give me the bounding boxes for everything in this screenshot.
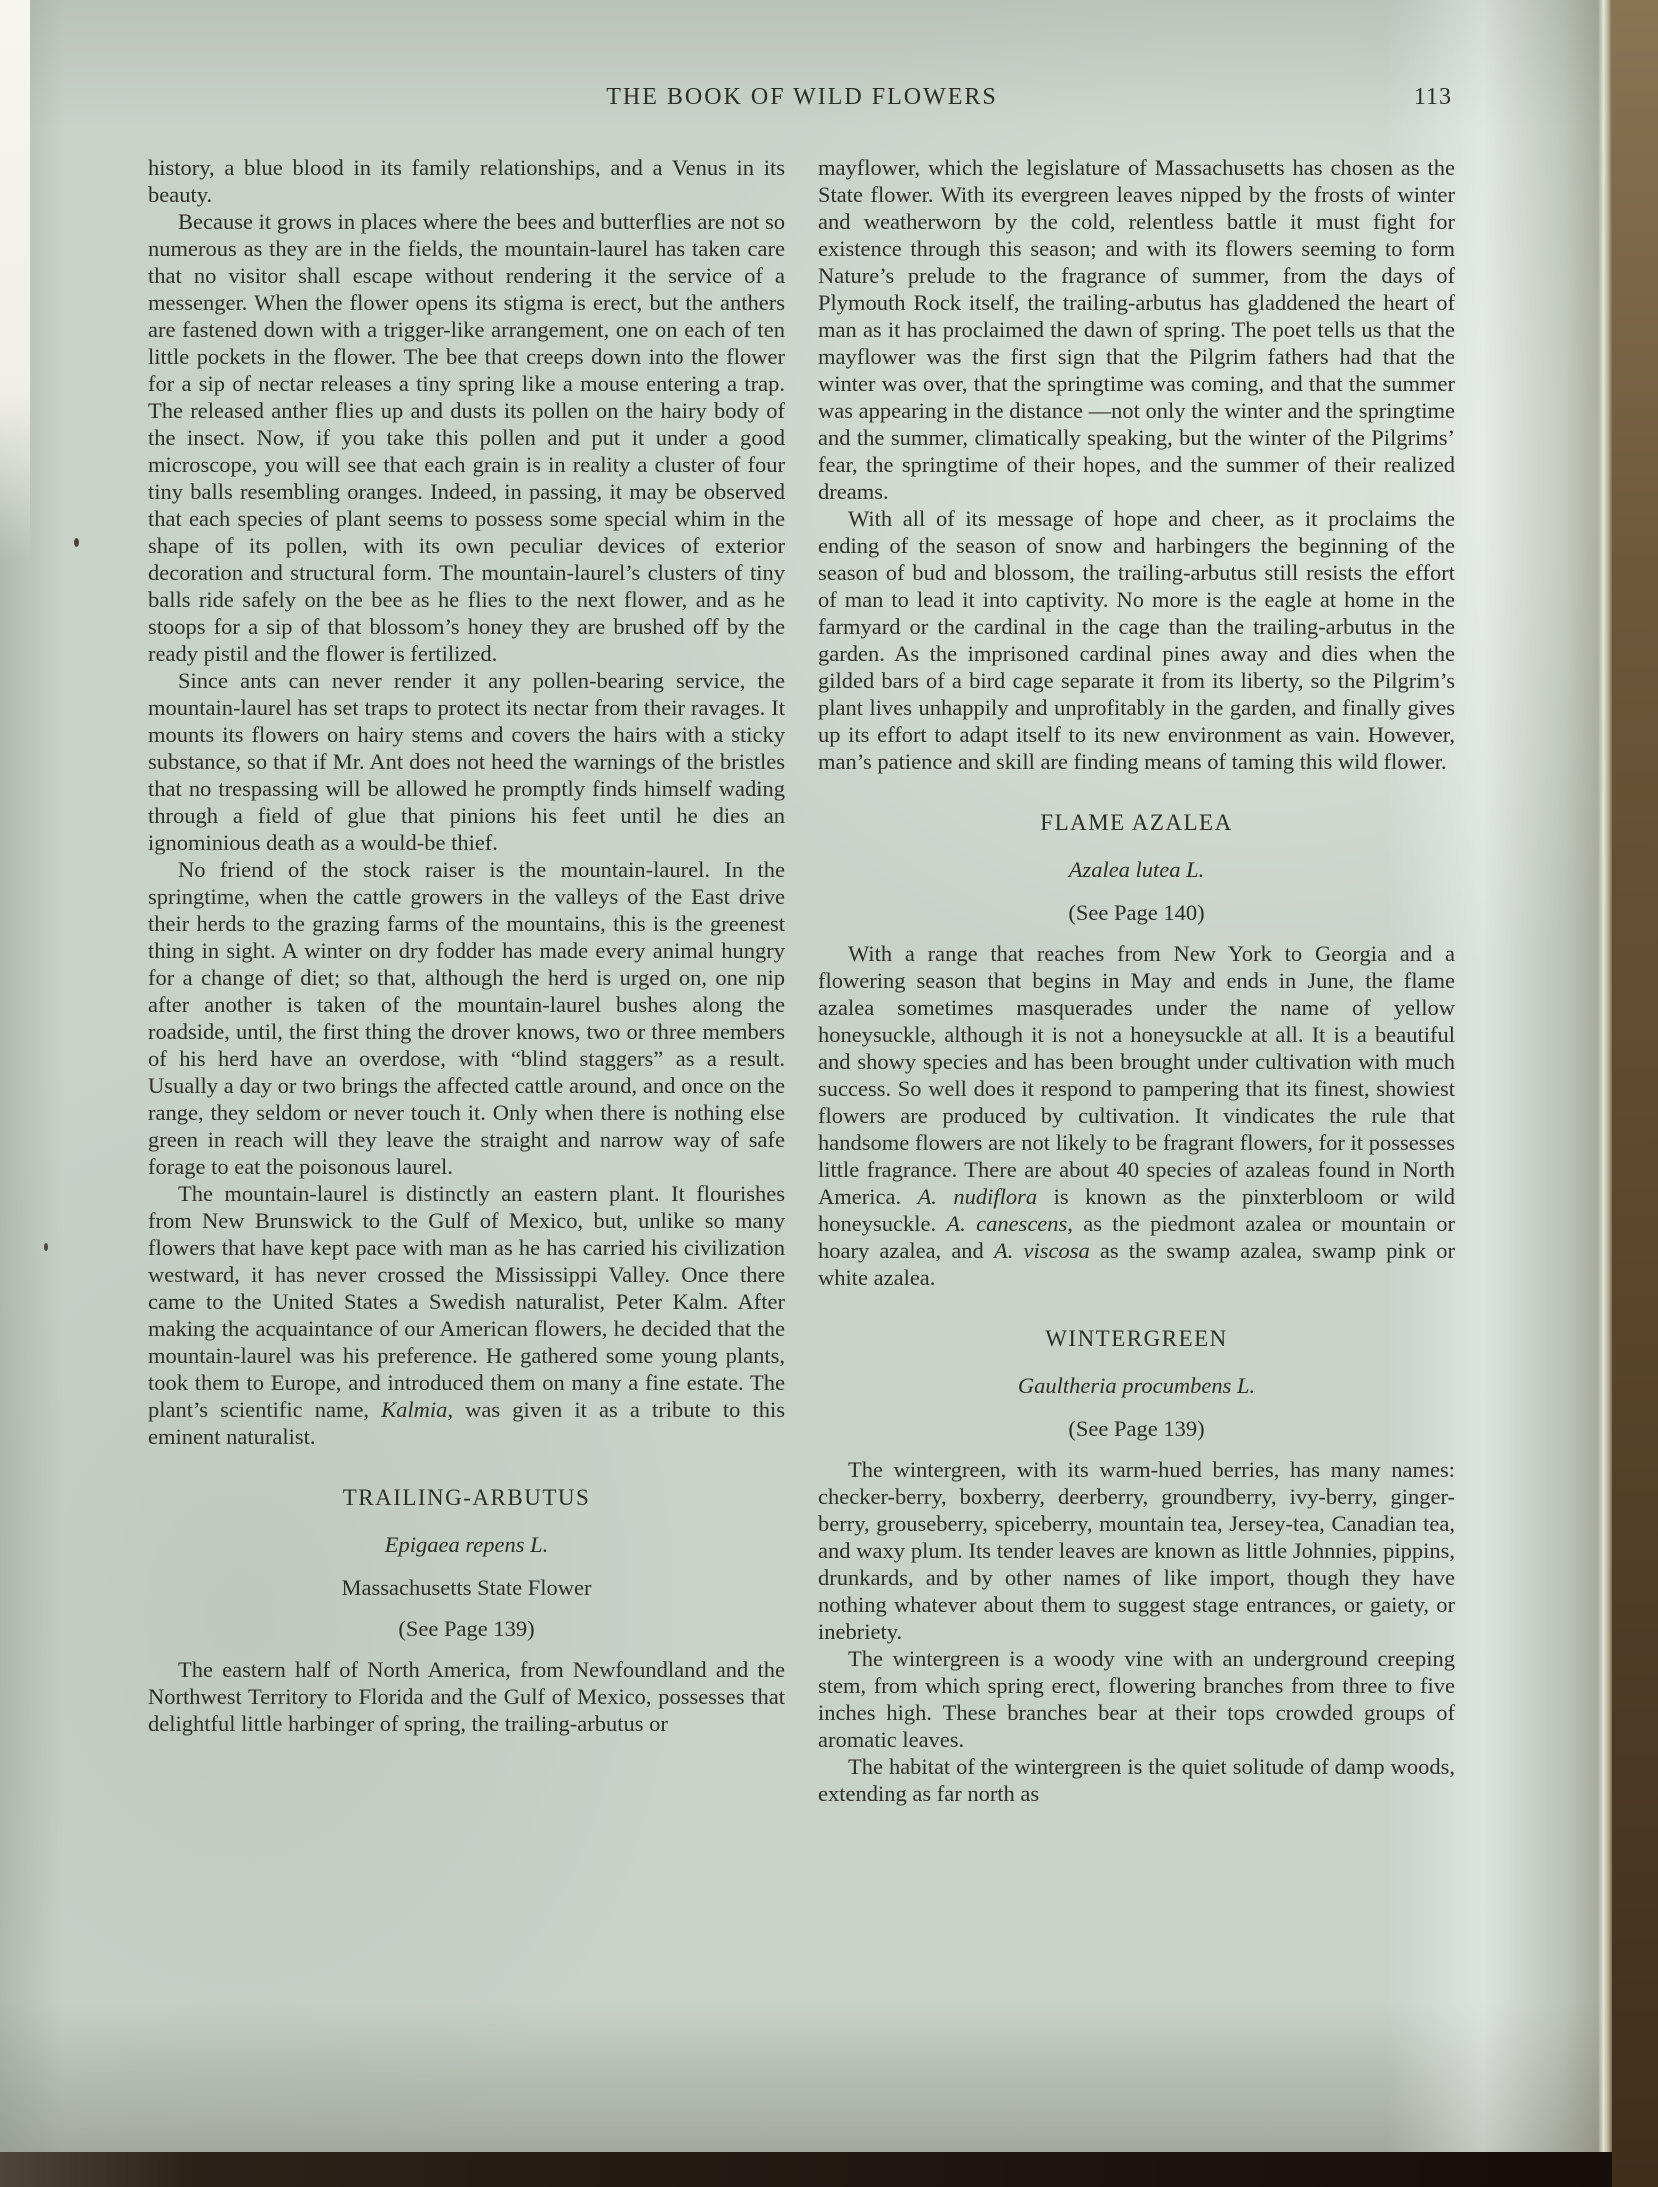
paragraph-wintergreen-names: The wintergreen, with its warm-hued berries, has many names: checker-berry, boxberry, deerberry, groundberry, ivy-berry, ginger-berry, grouseberry, spiceberry, mountain tea, Jersey-tea, Canadian tea, and waxy plum. Its tender leaves are known as little Johnnies, pippins, drunkards, and by other names of like import, though they have nothing whatever about them to suggest stage entrances, or gaiety, or inebriety. [818,1457,1455,1644]
right-column [818,154,1455,1807]
book-title: THE BOOK OF WILD FLOWERS [606,84,998,110]
page-stack-edge [1598,0,1612,2152]
state-flower-subtitle: Massachusetts State Flower [341,1575,592,1600]
section-heading-flame-azalea: FLAME AZALEA [1040,810,1233,835]
paragraph-stock-raiser: No friend of the stock raiser is the mountain-laurel. In the springtime, when the cattle growers in the valleys of the East drive their herds to the grazing farms of the mountains, this is the greenest thing in sight. A winter on dry fodder has made every animal hungry for a change of diet; so that, although the herd is urged on, one nip after another is taken of the mountain-laurel bushes along the roadside, until, the first thing the drover knows, two or three members of his herd have an overdose, with “blind staggers” as a result. Usually a day or two brings the affected cattle around, and once on the range, they seldom or never touch it. Only when there is nothing else green in reach will they leave the straight and narrow way of safe forage to eat the poisonous laurel. [148,857,785,1179]
species-name-trailing-arbutus: Epigaea repens L. [384,1532,549,1557]
book-edge-bottom [0,2152,1612,2187]
scan-speck [44,1243,48,1251]
scan-speck [74,538,79,547]
paragraph-azalea-range: With a range that reaches from New York to Georgia and a flowering season that begins in May and ends in June, the flame azalea sometimes masquerades under the name of yellow honeysuckle, although it is not a honeysuckle at all. It is a beautiful and showy species and has been brought under cultivation with much success. So well does it respond to pampering that its finest, showiest flowers are produced by cultivation. It vindicates the rule that handsome flowers are not likely to be fragrant flowers, for it possesses little fragrance. There are about 40 species of azaleas found in North America. A. nudiflora is known as the pinxterbloom or wild honeysuckle. A. canescens, as the piedmont azalea or mountain or hoary azalea, and A. viscosa as the swamp azalea, swamp pink or white azalea. [818,941,1455,1290]
species-name-flame-azalea: Azalea lutea L. [1068,857,1205,882]
paragraph-eastern-half: The eastern half of North America, from Newfoundland and the Northwest Territory to Florida and the Gulf of Mexico, possesses that delightful little harbinger of spring, the trailing-arbutus or [148,1657,785,1736]
section-heading-wintergreen: WINTERGREEN [1045,1326,1228,1351]
paragraph-wintergreen-habitat: The habitat of the wintergreen is the quiet solitude of damp woods, extending as far north as [818,1754,1455,1806]
paragraph-hope-and-cheer: With all of its message of hope and cheer, as it proclaims the ending of the season of snow and harbingers the beginning of the season of bud and blossom, the trailing-arbutus still resists the effort of man to lead it into captivity. No more is the eagle at home in the farmyard or the cardinal in the cage than the trailing-arbutus in the garden. As the imprisoned cardinal pines away and dies when the gilded bars of a bird cage separate it from its liberty, so the Pilgrim’s plant lives unhappily and unprofitably in the garden, and finally gives up its effort to adapt itself to its new environment as vain. However, man’s patience and skill are finding means of taming this wild flower. [818,506,1455,774]
see-page-reference: (See Page 139) [1068,1416,1205,1441]
adjacent-page-edge [0,0,30,560]
page-number: 113 [1413,84,1452,110]
type-area [148,0,1456,1807]
paragraph-bees-pollination: Because it grows in places where the bees and butterflies are not so numerous as they are in the fields, the mountain-laurel has taken care that no visitor shall escape without rendering it the service of a messenger. When the flower opens its stigma is erect, but the anthers are fastened down with a trigger-like arrangement, one on each of ten little pockets in the flower. The bee that creeps down into the flower for a sip of nectar releases a tiny spring like a mouse entering a trap. The released anther flies up and dusts its pollen on the hairy body of the insect. Now, if you take this pollen and put it under a good microscope, you will see that each grain is in reality a cluster of four tiny balls resembling oranges. Indeed, in passing, it may be observed that each species of plant seems to possess some special whim in the shape of its pollen, with its own peculiar devices of exterior decoration and structural form. The mountain-laurel’s clusters of tiny balls ride safely on the bee as he flies to the next flower, and as he stoops for a sip of that blossom’s honey they are brushed off by the ready pistil and the flower is fertilized. [148,209,785,666]
species-name-wintergreen: Gaultheria procumbens L. [1017,1373,1256,1398]
two-column-text [148,154,1456,1807]
paragraph-ants-traps: Since ants can never render it any pollen-bearing service, the mountain-laurel has set traps to protect its nectar from their ravages. It mounts its flowers on hairy stems and covers the hairs with a sticky substance, so that if Mr. Ant does not heed the warnings of the bristles that no trespassing will be allowed he promptly finds himself wading through a field of glue that pinions his feet until he dies an ignominious death as a would-be thief. [148,668,785,855]
see-page-reference: (See Page 139) [398,1616,535,1641]
book-edge-right [1612,0,1658,2187]
paragraph-wintergreen-vine: The wintergreen is a woody vine with an underground creeping stem, from which spring erect, flowering branches from three to five inches high. These branches bear at their tops crowded groups of aromatic leaves. [818,1646,1455,1752]
see-page-reference: (See Page 140) [1068,900,1205,925]
left-column [148,154,785,1807]
paragraph-mayflower-continuation: mayflower, which the legislature of Massachusetts has chosen as the State flower. With its evergreen leaves nipped by the frosts of winter and weatherworn by the cold, relentless battle it must fight for existence through this season; and with its flowers seeming to form Nature’s prelude to the fragrance of summer, from the days of Plymouth Rock itself, the trailing-arbutus has gladdened the heart of man as it has proclaimed the dawn of spring. The poet tells us that the mayflower was the first sign that the Pilgrim fathers had that the winter was over, that the springtime was coming, and that the summer was appearing in the distance —not only the winter and the springtime and the summer, climatically speaking, but the winter of the Pilgrims’ fear, the springtime of their hopes, and the summer of their realized dreams. [818,155,1455,504]
paragraph-eastern-plant: The mountain-laurel is distinctly an eastern plant. It flourishes from New Brunswick to the Gulf of Mexico, but, unlike so many flowers that have kept pace with man as he has carried his civilization westward, it has never crossed the Mississippi Valley. Once there came to the United States a Swedish naturalist, Peter Kalm. After making the acquaintance of our American flowers, he decided that the mountain-laurel was his preference. He gathered some young plants, took them to Europe, and introduced them on many a fine estate. The plant’s scientific name, Kalmia, was given it as a tribute to this eminent naturalist. [148,1181,785,1449]
running-head [148,84,1456,118]
paragraph-history-continuation: history, a blue blood in its family relationships, and a Venus in its beauty. [148,155,785,207]
section-heading-trailing-arbutus: TRAILING-ARBUTUS [342,1485,591,1510]
